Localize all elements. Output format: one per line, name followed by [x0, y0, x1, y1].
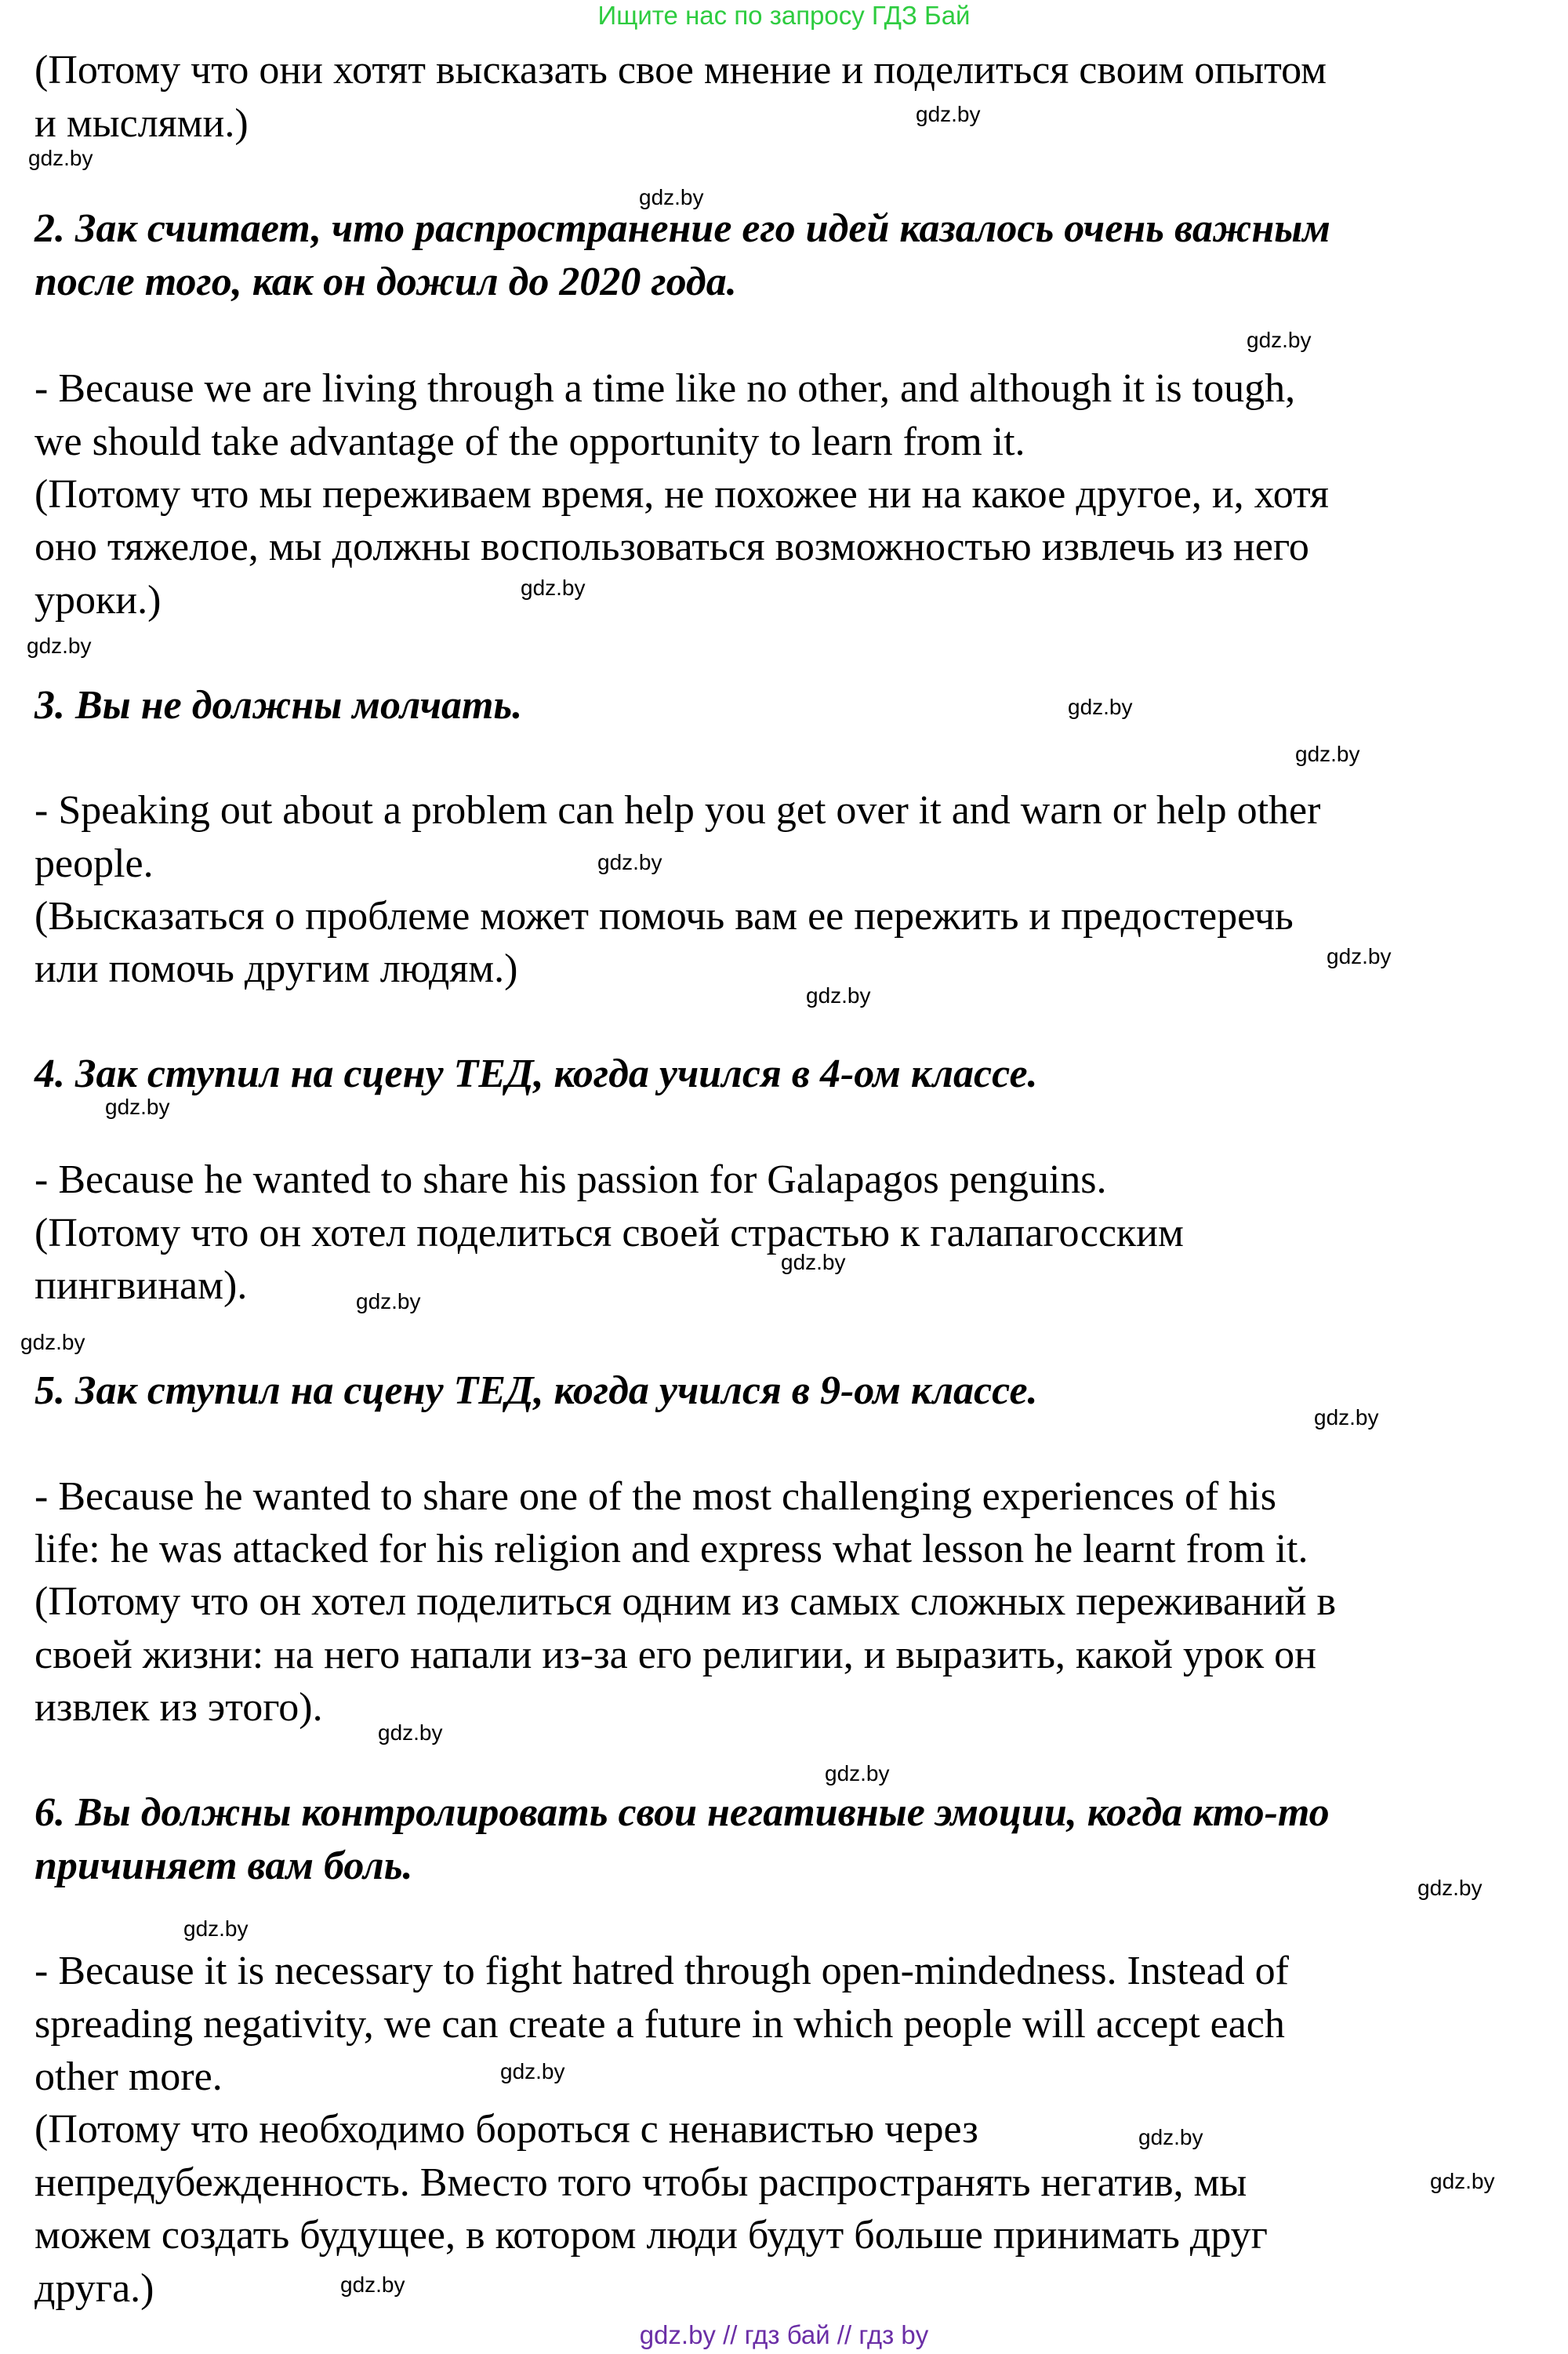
watermark: gdz.by: [28, 146, 93, 170]
answer-line: spreading negativity, we can create a future in which people will accept each: [34, 2002, 1285, 2047]
answer-line: непредубежденность. Вместо того чтобы распространять негатив, мы: [34, 2160, 1247, 2205]
watermark: gdz.by: [597, 850, 662, 874]
question-heading: причиняет вам боль.: [34, 1844, 413, 1888]
answer-line: или помочь другим людям.): [34, 946, 518, 991]
answer-line: - Because he wanted to share one of the most challenging experiences of his: [34, 1474, 1276, 1519]
answer-line: people.: [34, 841, 154, 886]
watermark: gdz.by: [500, 2059, 565, 2083]
watermark: gdz.by: [1247, 328, 1312, 352]
question-heading: 3. Вы не должны молчать.: [34, 683, 523, 728]
answer-line: (Потому что мы переживаем время, не похожее ни на какое другое, и, хотя: [34, 472, 1329, 517]
watermark: gdz.by: [916, 102, 981, 126]
answer-line: своей жизни: на него напали из-за его религии, и выразить, какой урок он: [34, 1633, 1317, 1677]
watermark: gdz.by: [521, 576, 586, 600]
answer-line: we should take advantage of the opportunity to learn from it.: [34, 420, 1025, 464]
watermark: gdz.by: [20, 1330, 85, 1354]
watermark: gdz.by: [1068, 695, 1133, 719]
answer-line: (Потому что они хотят высказать свое мнение и поделиться своим опытом: [34, 48, 1327, 93]
answer-line: друга.): [34, 2266, 154, 2311]
footer-links[interactable]: gdz.by // гдз бай // гдз by: [639, 2320, 929, 2349]
watermark: gdz.by: [1430, 2169, 1495, 2193]
answer-line: извлек из этого).: [34, 1685, 323, 1730]
answer-line: - Because it is necessary to fight hatred through open-mindedness. Instead of: [34, 1949, 1289, 1993]
answer-line: оно тяжелое, мы должны воспользоваться возможностью извлечь из него: [34, 525, 1309, 569]
answer-line: life: he was attacked for his religion and express what lesson he learnt from it.: [34, 1527, 1308, 1571]
answer-line: пингвинам).: [34, 1263, 248, 1308]
answer-line: можем создать будущее, в котором люди будут больше принимать друг: [34, 2213, 1268, 2258]
answer-line: - Because he wanted to share his passion for Galapagos penguins.: [34, 1157, 1107, 1202]
watermark: gdz.by: [105, 1095, 170, 1119]
question-heading: после того, как он дожил до 2020 года.: [34, 260, 737, 304]
watermark: gdz.by: [1417, 1876, 1483, 1900]
watermark: gdz.by: [356, 1289, 421, 1313]
answer-line: - Speaking out about a problem can help you get over it and warn or help other: [34, 788, 1321, 833]
question-heading: 4. Зак ступил на сцену ТЕД, когда учился в 4-ом классе.: [34, 1052, 1038, 1096]
watermark: gdz.by: [183, 1916, 249, 1941]
watermark: gdz.by: [1295, 742, 1360, 766]
answer-line: уроки.): [34, 578, 162, 623]
watermark: gdz.by: [27, 634, 92, 658]
watermark: gdz.by: [1327, 944, 1392, 968]
top-banner[interactable]: Ищите нас по запросу ГДЗ Бай: [597, 1, 971, 30]
question-heading: 2. Зак считает, что распространение его идей казалось очень важным: [34, 206, 1330, 251]
watermark: gdz.by: [1314, 1405, 1379, 1429]
question-heading: 5. Зак ступил на сцену ТЕД, когда учился в 9-ом классе.: [34, 1368, 1038, 1413]
answer-line: - Because we are living through a time like no other, and although it is tough,: [34, 366, 1296, 411]
answer-line: и мыслями.): [34, 101, 249, 146]
answer-line: (Потому что необходимо бороться с ненавистью через: [34, 2107, 978, 2152]
answer-line: other more.: [34, 2054, 223, 2099]
watermark: gdz.by: [806, 983, 871, 1008]
watermark: gdz.by: [781, 1250, 846, 1274]
answer-line: (Потому что он хотел поделиться одним из самых сложных переживаний в: [34, 1579, 1337, 1624]
answer-line: (Высказаться о проблеме может помочь вам ее пережить и предостеречь: [34, 894, 1294, 939]
watermark: gdz.by: [340, 2272, 405, 2297]
watermark: gdz.by: [378, 1720, 443, 1745]
watermark: gdz.by: [825, 1761, 890, 1785]
watermark: gdz.by: [639, 185, 704, 209]
question-heading: 6. Вы должны контролировать свои негативные эмоции, когда кто-то: [34, 1790, 1330, 1835]
answer-line: (Потому что он хотел поделиться своей страстью к галапагосским: [34, 1211, 1184, 1255]
watermark: gdz.by: [1138, 2125, 1203, 2149]
